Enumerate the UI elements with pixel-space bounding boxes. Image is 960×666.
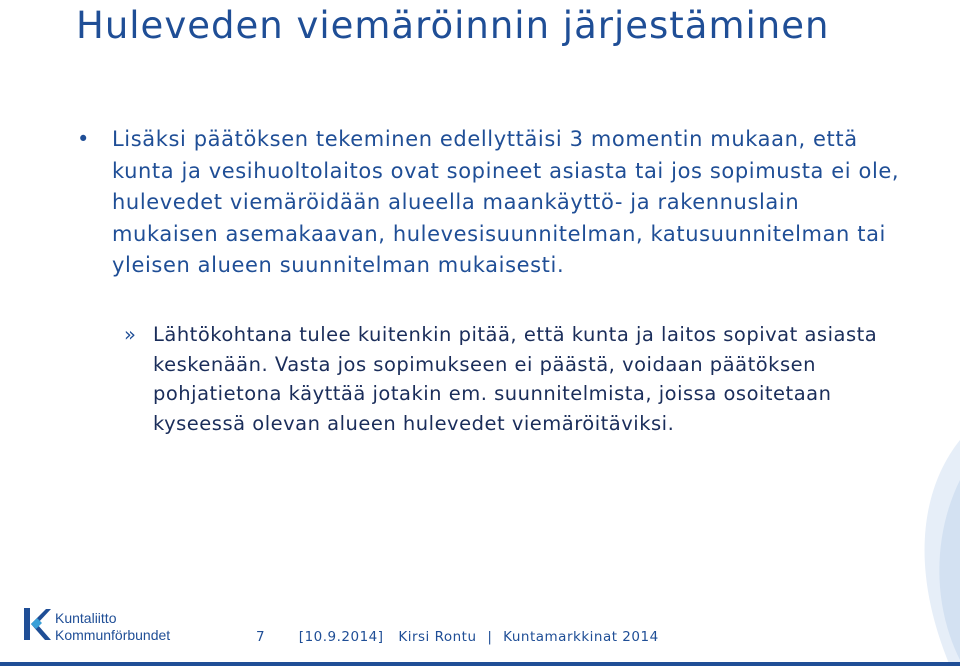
logo-line-1: Kuntaliitto bbox=[55, 610, 117, 626]
bullet-text: Lisäksi päätöksen tekeminen edellyttäisi 3 momentin mukaan, että kunta ja vesihuoltolaitos ovat sopineet asiasta tai jos sopimusta ei ole, hulevedet viemäröidään alueella maankäyttö- ja rakennuslain mukaisen asemakaavan, hulevesisuunnitelman, katusuunnitelman tai yleisen alueen suunnitelman mukaisesti. bbox=[112, 127, 900, 277]
slide-footer bbox=[256, 628, 659, 646]
sub-bullet-marker: » bbox=[124, 323, 136, 346]
decorative-swirl bbox=[840, 420, 960, 666]
footer-event: Kuntamarkkinat 2014 bbox=[503, 629, 659, 645]
footer-separator: | bbox=[487, 629, 493, 645]
footer-date: [10.9.2014] bbox=[298, 629, 384, 645]
kuntaliitto-logo bbox=[22, 606, 222, 644]
footer-author: Kirsi Rontu bbox=[398, 629, 477, 645]
logo-line-2: Kommunförbundet bbox=[55, 627, 171, 643]
kuntaliitto-logo-icon bbox=[22, 606, 52, 644]
page-title: Huleveden viemäröinnin järjestäminen bbox=[76, 4, 830, 47]
page-number: 7 bbox=[256, 629, 266, 645]
sub-bullet-text: Lähtökohtana tulee kuitenkin pitää, että kunta ja laitos sopivat asiasta keskenään. Vasta jos sopimukseen ei päästä, voidaan päätöksen pohjatietona käyttää jotakin em. suunnitelmista, joissa osoitetaan kyseessä olevan alueen hulevedet viemäröitäviksi. bbox=[153, 323, 878, 435]
bottom-bar bbox=[0, 662, 960, 666]
bullet-marker: • bbox=[77, 127, 90, 151]
